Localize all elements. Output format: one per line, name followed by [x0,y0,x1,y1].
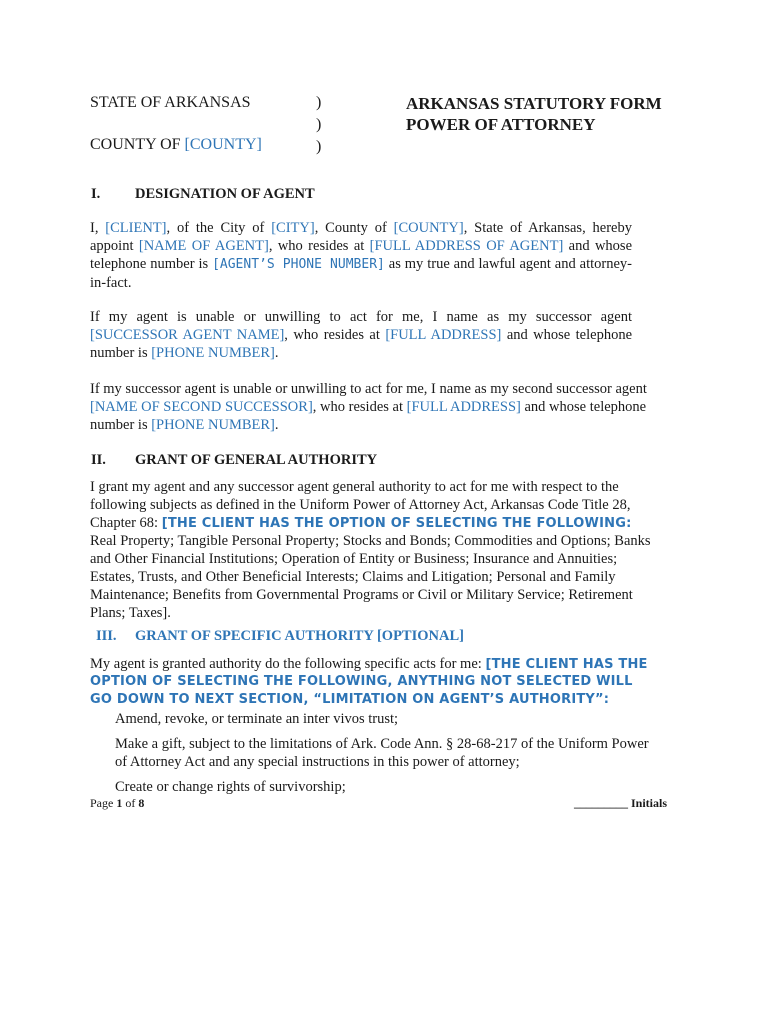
section-2-title: GRANT OF GENERAL AUTHORITY [135,452,378,468]
agent-address-placeholder: [FULL ADDRESS OF AGENT] [369,238,564,254]
section-2-line-2: following subjects as defined in the Uniform Power of Attorney Act, Arkansas Code Title 28, [90,497,631,513]
text: and whose telephone number is [90,399,647,433]
client-placeholder: [CLIENT] [105,220,167,236]
text: and whose telephone number is [90,238,633,272]
section-3-heading [96,628,464,645]
text: I, [90,220,106,236]
text: If my successor agent is unable or unwilling to act for me, I name as my second successor agent [90,381,647,397]
initials-blank: _________ [574,796,628,810]
text: . [274,417,279,433]
title-line-2: POWER OF ATTORNEY [406,115,596,134]
second-successor-phone-placeholder: [PHONE NUMBER] [151,417,275,433]
specific-act-1: Amend, revoke, or terminate an inter vivos trust; [115,711,399,727]
section-3-line-3: GO DOWN TO NEXT SECTION, “LIMITATION ON AGENT’S AUTHORITY”: [90,692,610,707]
section-1-number: I. [91,186,101,202]
section-2-heading [91,452,377,469]
initials-line [574,796,667,811]
successor-name-placeholder: [SUCCESSOR AGENT NAME] [90,327,285,343]
paren-2: ) [316,116,322,133]
section-2-line-4: Real Property; Tangible Personal Property; Stocks and Bonds; Commodities and Options; Banks [90,533,651,549]
section-2-line-1: I grant my agent and any successor agent general authority to act for me with respect to the [90,479,619,495]
state-label: STATE OF ARKANSAS [90,94,251,111]
section-3-line-2: OPTION OF SELECTING THE FOLLOWING, ANYTHING NOT SELECTED WILL [90,674,633,689]
section-1-heading [91,186,315,203]
agent-phone-placeholder: [AGENT’S PHONE NUMBER] [212,257,385,272]
text: If my agent is unable or unwilling to act for me, I name as my successor agent [90,309,632,325]
section-2-line-5: and Other Financial Institutions; Operation of Entity or Business; Insurance and Annuities; [90,551,618,567]
specific-act-3: Create or change rights of survivorship; [115,779,346,795]
page-number [90,796,144,811]
county-line [90,136,262,154]
agent-name-placeholder: [NAME OF AGENT] [138,238,269,254]
county-label: COUNTY OF [90,136,181,153]
current-page: 1 [116,796,123,810]
section-2-line-3 [90,514,678,533]
text: Page [90,796,117,810]
section-1-paragraph-3 [90,380,678,434]
section-3-line-1 [90,655,678,674]
paren-1: ) [316,94,322,111]
second-successor-address-placeholder: [FULL ADDRESS] [406,399,521,415]
section-2-number: II. [91,452,106,468]
section-1-paragraph-1 [90,219,632,292]
section-2-line-6: Estates, Trusts, and Other Beneficial Interests; Claims and Litigation; Personal and Family [90,569,616,585]
section-2-line-8: Plans; Taxes]. [90,605,171,621]
text: My agent is granted authority do the following specific acts for me: [90,656,486,672]
text: , who resides at [284,327,386,343]
county-placeholder: [COUNTY] [184,136,262,153]
text: Chapter 68: [90,515,162,531]
county-placeholder-2: [COUNTY] [393,220,464,236]
text: , who resides at [312,399,407,415]
specific-act-2-line-1: Make a gift, subject to the limitations of Ark. Code Ann. § 28-68-217 of the Uniform Power [115,736,649,752]
text: , State of Arkansas, hereby appoint [90,220,632,254]
initials-label: Initials [628,796,668,810]
text: as my true and lawful agent and attorney-in-fact. [90,256,632,291]
total-pages: 8 [138,796,145,810]
specific-act-2-line-2: of Attorney Act and any special instructions in this power of attorney; [115,754,520,770]
successor-phone-placeholder: [PHONE NUMBER] [151,345,275,361]
text: , of the City of [166,220,272,236]
text: , County of [314,220,394,236]
section-1-paragraph-2 [90,308,632,362]
client-option-note: [THE CLIENT HAS THE OPTION OF SELECTING THE FOLLOWING: [161,516,632,531]
client-option-note-2: [THE CLIENT HAS THE [485,657,648,672]
text: . [274,345,279,361]
text: of [122,796,139,810]
section-3-title: GRANT OF SPECIFIC AUTHORITY [OPTIONAL] [135,628,464,644]
paren-3: ) [316,138,322,155]
text: and whose telephone number is [90,327,633,361]
section-1-title: DESIGNATION OF AGENT [135,186,315,202]
section-3-number: III. [96,628,117,644]
text: , who resides at [268,238,370,254]
city-placeholder: [CITY] [271,220,315,236]
second-successor-name-placeholder: [NAME OF SECOND SUCCESSOR] [90,399,313,415]
title-line-1: ARKANSAS STATUTORY FORM [406,94,662,113]
section-2-line-7: Maintenance; Benefits from Governmental Programs or Civil or Military Service; Retirement [90,587,633,603]
successor-address-placeholder: [FULL ADDRESS] [385,327,502,343]
